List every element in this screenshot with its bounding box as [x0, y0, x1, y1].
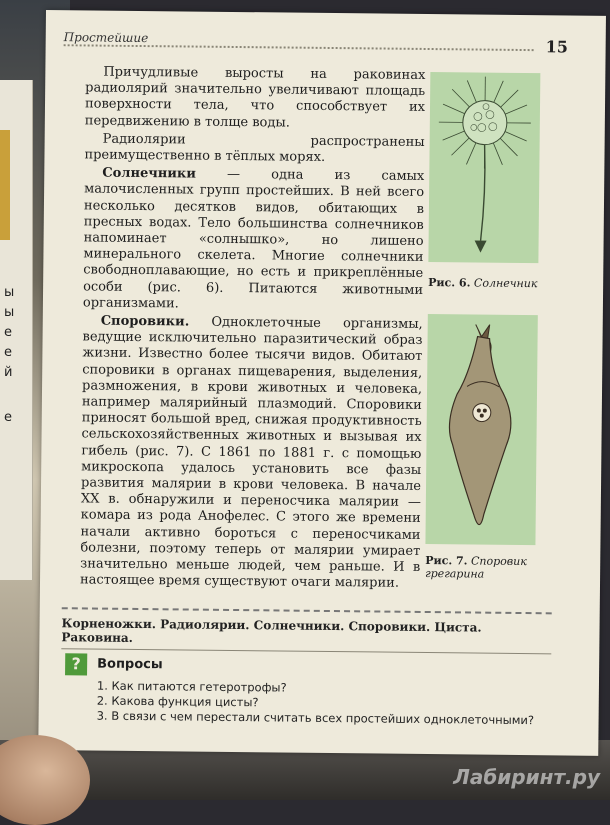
key-terms: Корненожки. Радиолярии. Солнечники. Споровики. Циста. Раковина.	[61, 616, 551, 654]
prev-page-snippet: е	[4, 325, 12, 340]
heliozoa-text: — одна из самых малочисленных групп простейших. В ней всего несколько десятков видов, обитающих в пресных водах. Тело большинства солнечников напоминает «солнышко», но лишено минерального скелета. Многие солнечники свободноплавающие, но есть и прикреплённые особи (рис. 6). Питаются животными организмами.	[83, 167, 424, 311]
page-number: 15	[546, 37, 568, 56]
term-sporozoa: Споровики.	[101, 314, 190, 330]
gregarine-illustration	[425, 314, 537, 545]
paragraph-heliozoa	[83, 166, 425, 315]
body-text	[80, 64, 425, 594]
term-heliozoa: Солнечники	[102, 166, 196, 182]
prev-page-snippet: е	[4, 410, 12, 425]
questions-list	[97, 679, 567, 729]
question-mark-icon: ?	[65, 653, 87, 675]
header-rule	[64, 44, 534, 51]
figure-heliozoan	[428, 72, 540, 263]
figure-6-label: Рис. 6.	[428, 276, 470, 289]
paragraph-sporozoa	[80, 313, 423, 592]
figure-7-name: Споровик грегарина	[425, 554, 527, 580]
figure-7-label: Рис. 7.	[425, 554, 467, 567]
figure-gregarine	[425, 314, 537, 545]
question-item: 3. В связи с чем перестали считать всех простейших одноклеточными?	[97, 709, 567, 729]
section-divider	[62, 607, 552, 614]
questions-title: Вопросы	[97, 657, 163, 673]
prev-page-snippet: е	[4, 345, 12, 360]
sporozoa-text: Одноклеточные организмы, ведущие исключительно паразитический образ жизни. Известно более тысячи видов. Обитают споровики в органах пищеварения, выделения, размножения, в крови животных и человека, например малярийный плазмодий. Споровики приносят большой вред, снижая продуктивность сельскохозяйственных животных и вызывая их гибель (рис. 7). С 1861 по 1881 г. с помощью микроскопа удалось установить все фазы развития малярии в крови человека. В начале XX в. обнаружили и переносчика малярии — комара из рода Анофелес. С этого же времени начали активно бороться с переносчиками болезни, поэтому теперь от малярии умирает значительно меньше людей, чем раньше. И в настоящее время существуют очаги малярии.	[80, 315, 423, 591]
prev-page-snippet: й	[4, 365, 12, 380]
heliozoan-illustration	[428, 72, 540, 263]
paragraph-radiolaria-distribution: Радиолярии распространены преимущественно в тёплых морях.	[84, 131, 424, 167]
prev-page-snippet: ы	[4, 285, 14, 300]
watermark: Лабиринт.ру	[453, 765, 600, 789]
figure-6-name: Солнечник	[474, 276, 538, 290]
paragraph-radiolaria-outgrowths: Причудливые выросты на раковинах радиолярий значительно увеличивают площадь поверхности тела, что способствует их передвижению в толще воды.	[85, 64, 426, 132]
figure-6-caption	[428, 276, 537, 290]
textbook-page	[38, 10, 606, 756]
book-spine-strip	[0, 130, 10, 240]
figure-7-caption	[425, 554, 545, 581]
question-item: 2. Какова функция цисты?	[97, 694, 567, 714]
question-item: 1. Как питаются гетеротрофы?	[97, 679, 567, 699]
running-head: Простейшие	[64, 30, 153, 45]
prev-page-snippet: ы	[4, 305, 14, 320]
